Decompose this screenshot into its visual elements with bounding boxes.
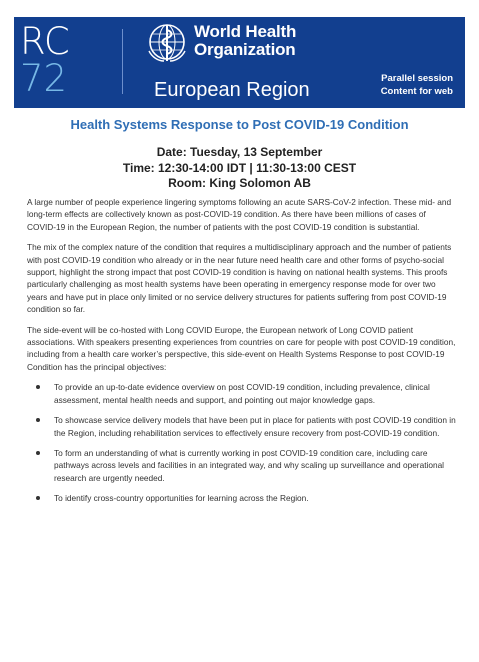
rc-logo-line1: RC [20, 20, 70, 63]
event-info [0, 145, 479, 192]
rc-logo-line2: 72 [20, 57, 68, 100]
document-title: Health Systems Response to Post COVID-19 Condition [70, 117, 409, 132]
rc72-logo [20, 20, 120, 100]
objective-item [27, 447, 457, 484]
bullet-icon [36, 418, 40, 422]
session-label [381, 72, 453, 98]
session-label-line2: Content for web [380, 86, 453, 97]
event-time: Time: 12:30-14:00 IDT | 11:30-13:00 CEST [122, 160, 357, 175]
bullet-icon [36, 451, 40, 455]
objective-text: To showcase service delivery models that have been put in place for patients with post COVID-19 condition in the Region, including rehabilitation services to effectively ensure recovery from post-COVID-19 condition. [54, 415, 456, 438]
body-paragraph: A large number of people experience lingering symptoms following an acute SARS-CoV-2 infection. These mid- and long-term effects are collectively known as post-COVID-19 condition. As there have been millions of cases of COVID-19 in the European Region, the number of patients with the post COVID-19 condition is substantial. [27, 197, 452, 232]
event-room: Room: King Solomon AB [168, 176, 311, 190]
organization-name [194, 23, 296, 59]
objectives-list [27, 381, 457, 504]
org-name-line1: World Health [194, 22, 297, 41]
body-paragraph: The side-event will be co-hosted with Long COVID Europe, the European network of Long COVID patient associations. With speakers presenting experiences from countries on care for people with post COVID-19 condition, including from a health care worker’s perspective, this side-event on Health Systems Response to post COVID-19 Condition has the principal objectives: [27, 324, 456, 372]
objective-text: To identify cross-country opportunities for learning across the Region. [54, 493, 309, 504]
bullet-icon [36, 385, 40, 389]
org-name-line2: Organization [194, 40, 296, 59]
region-name: European Region [154, 79, 310, 101]
objective-item [27, 381, 457, 406]
session-label-line1: Parallel session [381, 73, 453, 84]
document-body [27, 196, 457, 513]
bullet-icon [36, 496, 40, 500]
objective-text: To form an understanding of what is currently working in post COVID-19 condition care, including care pathways across levels and facilities in an integrated way, and why scaling up surveillance and operational research are urgently needed. [54, 447, 445, 483]
objective-item [27, 414, 457, 439]
who-emblem-icon [146, 21, 188, 63]
header-banner [14, 17, 465, 108]
logo-divider [122, 29, 123, 94]
objective-text: To provide an up-to-date evidence overview on post COVID-19 condition, including prevalence, clinical assessment, mental health needs and support, and pointing out major knowledge gaps. [54, 382, 430, 405]
body-paragraph: The mix of the complex nature of the condition that requires a multidisciplinary approach and the number of patients with post COVID-19 condition who already or in the near future need health care and other forms of psycho-social support, highlight the strong impact that post COVID-19 condition is having on national health systems. This proofs particularly challenging as most health systems have been operating in emergency response mode for over two years and have put in place only limited or no service delivery structures for patients suffering from post COVID-19 condition so far. [27, 242, 452, 315]
objective-item [27, 492, 457, 504]
event-date: Date: Tuesday, 13 September [156, 145, 323, 159]
